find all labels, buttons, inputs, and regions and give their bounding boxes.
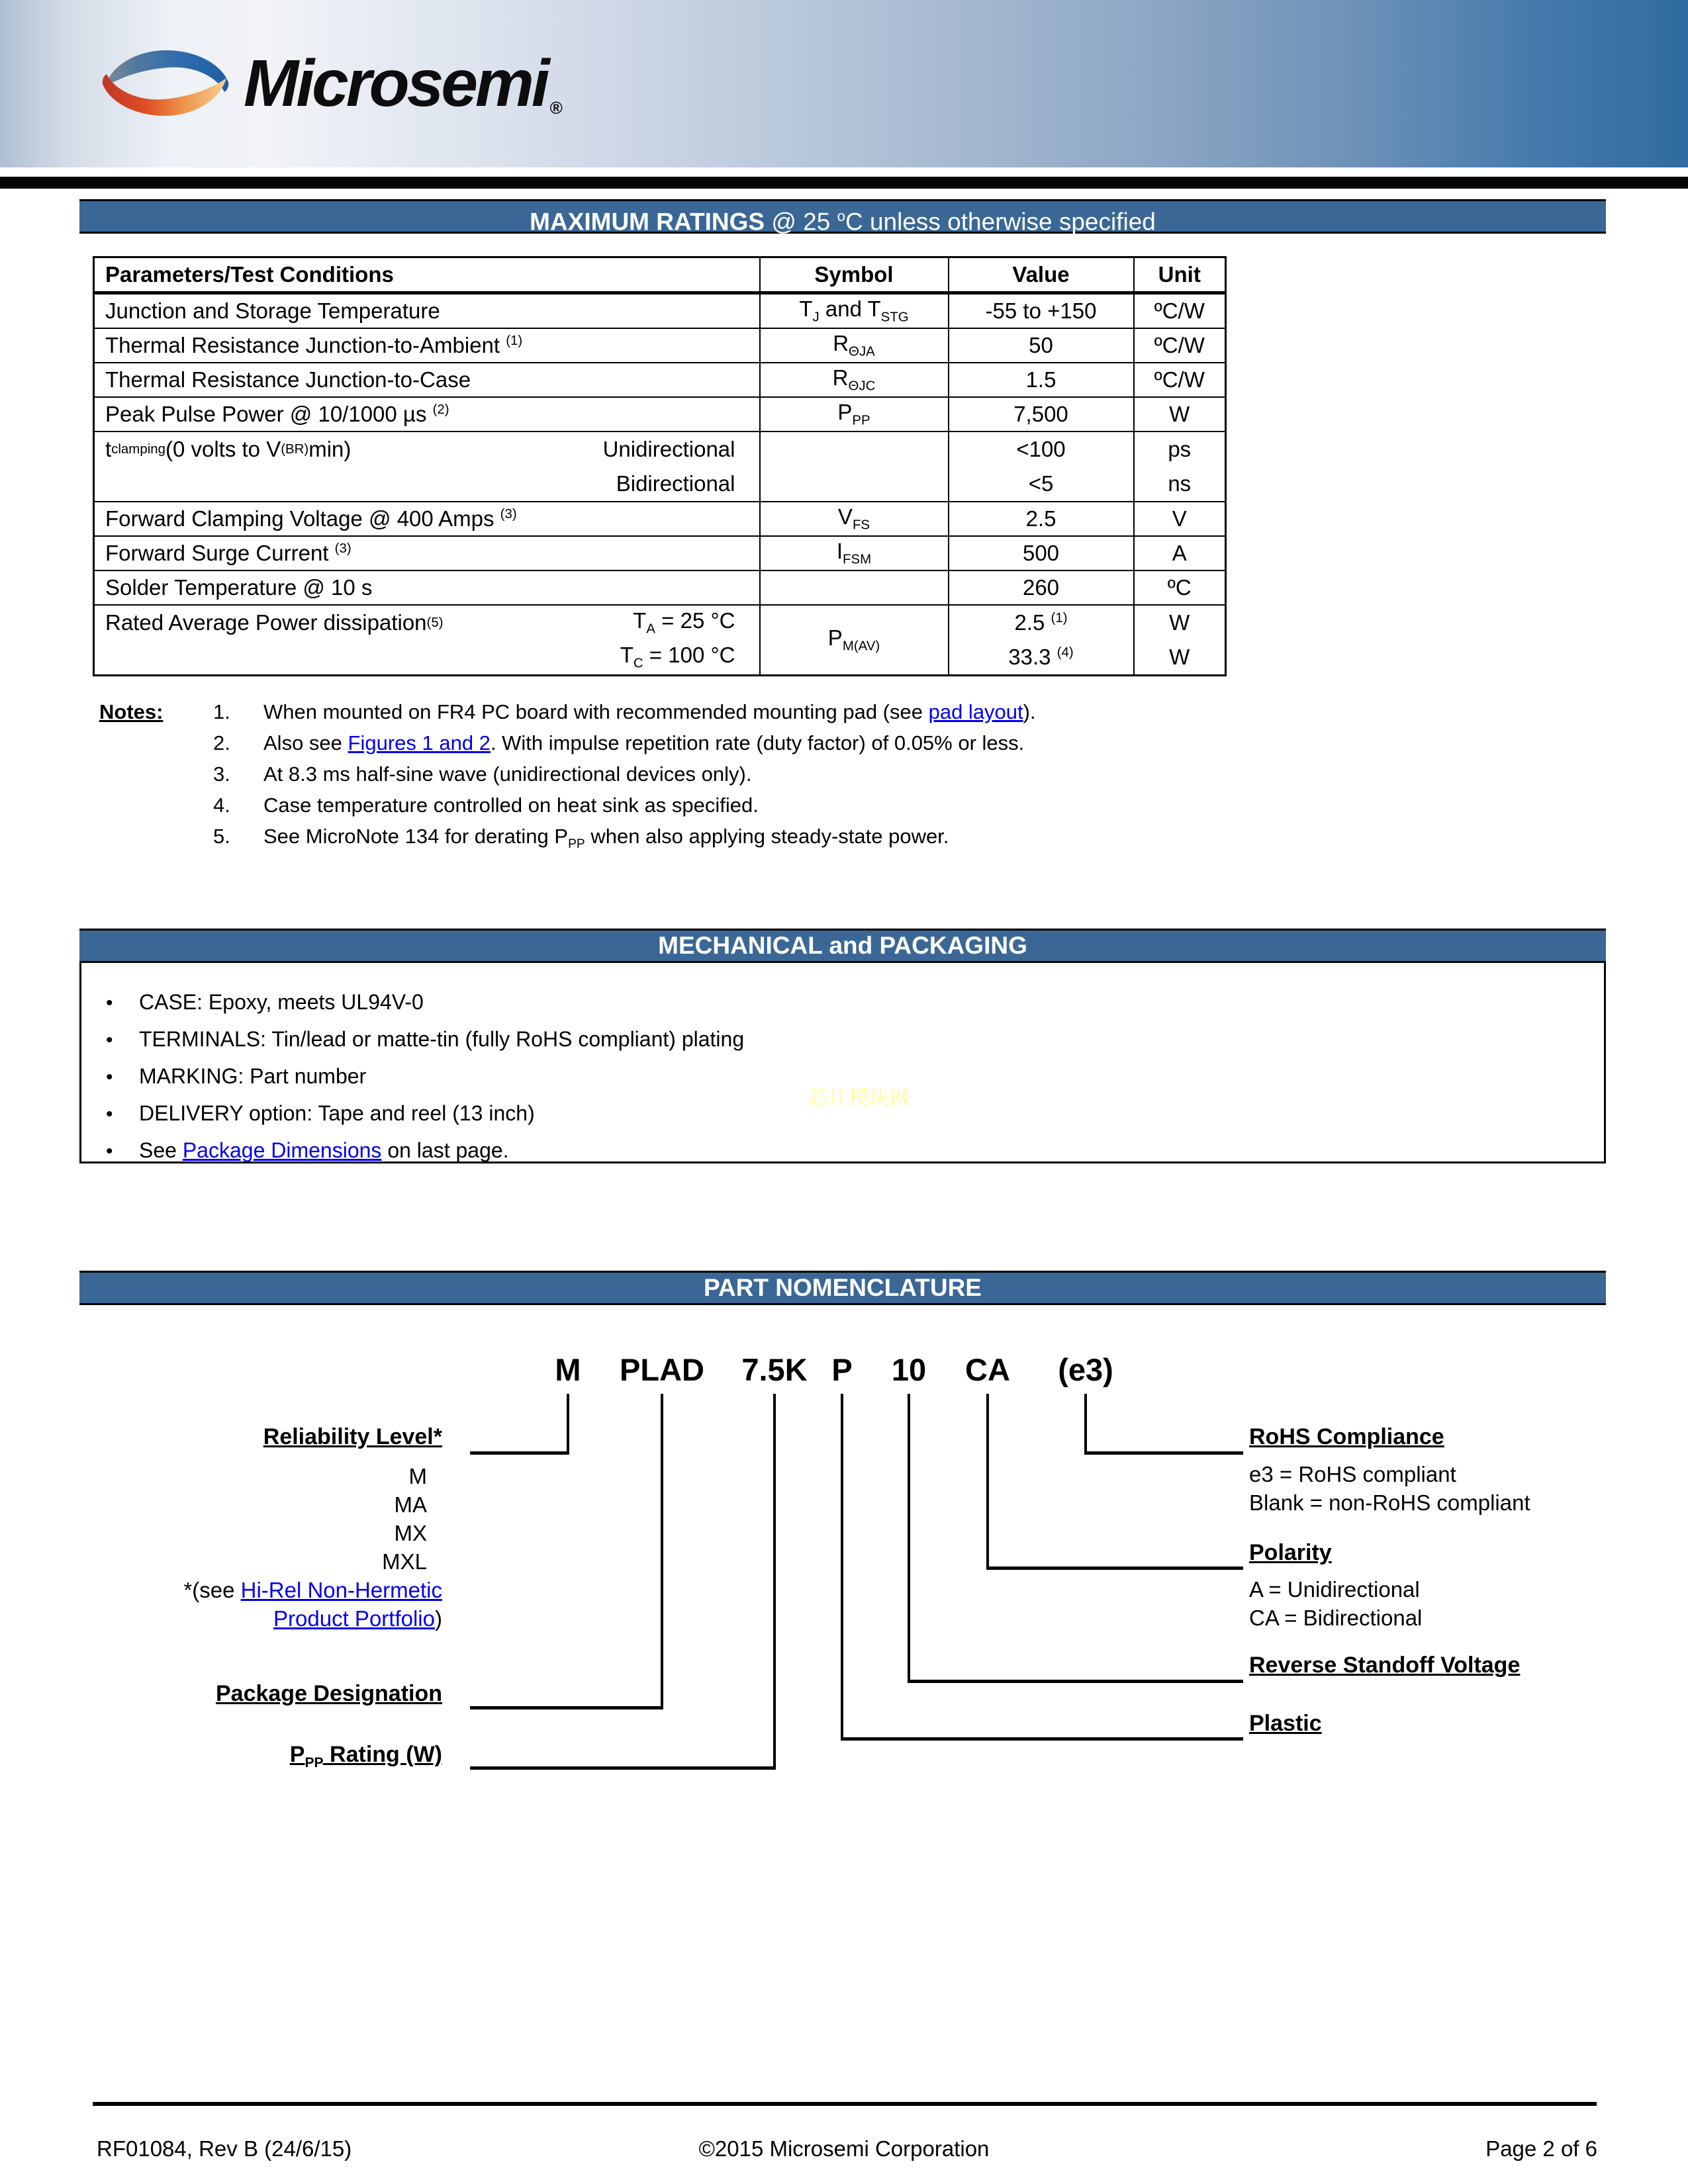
- value-text: 2.5: [1014, 610, 1045, 635]
- connector-line: [661, 1394, 663, 1709]
- note-number: 1.: [213, 700, 230, 723]
- connector-line: [470, 1706, 663, 1709]
- watermark-text: 芯片模块网: [808, 1087, 910, 1111]
- footer-page-number: Page 2 of 6: [1485, 2136, 1597, 2161]
- param-text: Thermal Resistance Junction-to-Case: [105, 367, 471, 392]
- polarity-option: A = Unidirectional: [1249, 1577, 1420, 1602]
- mechanical-item-text: TERMINALS: Tin/lead or matte-tin (fully RoHS compliant) plating: [139, 1027, 745, 1051]
- value-cell: 50: [949, 328, 1134, 363]
- symbol-text: P: [827, 625, 843, 651]
- maximum-ratings-banner-mid: @ 25: [765, 208, 837, 236]
- symbol-text: R: [832, 365, 849, 390]
- symbol-text: T: [799, 296, 813, 322]
- param-cell: [94, 502, 760, 536]
- symbol-text: P: [837, 400, 853, 425]
- unit-text: W: [1169, 610, 1190, 635]
- symbol-sub: FSM: [843, 551, 872, 567]
- table-row: [94, 432, 1226, 502]
- note-item-4: [213, 794, 1471, 817]
- condition-label: Unidirectional: [602, 437, 735, 461]
- header-divider-bar: [0, 177, 1688, 189]
- mechanical-item-text: on last page.: [381, 1138, 509, 1162]
- connector-line: [470, 1451, 569, 1455]
- table-row: [94, 605, 1226, 676]
- unit-cell: ºC/W: [1134, 293, 1226, 329]
- symbol-cell: [760, 432, 949, 502]
- maximum-ratings-banner: [79, 199, 1606, 234]
- symbol-text: I: [836, 539, 843, 564]
- maximum-ratings-banner-tail: C unless otherwise specified: [845, 208, 1156, 236]
- connector-line: [470, 1766, 776, 1770]
- footer-copyright: ©2015 Microsemi Corporation: [698, 2136, 990, 2161]
- connector-line: [1084, 1394, 1087, 1455]
- condition-label: T: [633, 608, 647, 633]
- table-row: [94, 328, 1226, 363]
- param-text: Rated Average Power dissipation: [105, 610, 427, 635]
- part-segment-polarity: CA: [965, 1352, 1010, 1387]
- table-row: [94, 397, 1226, 432]
- note-number: 5.: [213, 825, 230, 848]
- symbol-sub: M(AV): [842, 638, 880, 654]
- unit-cell: ºC: [1134, 570, 1226, 605]
- value-cell: 7,500: [949, 397, 1134, 432]
- bullet-icon: •: [106, 1103, 113, 1125]
- param-cell: [94, 293, 760, 329]
- maximum-ratings-banner-bold: MAXIMUM RATINGS: [530, 208, 765, 236]
- param-cell: [94, 363, 760, 397]
- bullet-icon: •: [106, 1066, 113, 1088]
- value-text: <5: [1028, 471, 1054, 496]
- part-segment-reliability: M: [555, 1352, 581, 1387]
- nomenclature-banner-text: PART NOMENCLATURE: [704, 1274, 982, 1301]
- connector-line: [1084, 1451, 1243, 1455]
- unit-cell: A: [1134, 536, 1226, 570]
- unit-cell: V: [1134, 502, 1226, 536]
- hi-rel-note-pre: *(see: [183, 1578, 241, 1602]
- symbol-text: R: [833, 331, 849, 356]
- condition-label: T: [620, 643, 633, 668]
- connector-line: [908, 1394, 910, 1683]
- unit-text: W: [1169, 645, 1190, 669]
- part-segment-plastic: P: [831, 1352, 853, 1387]
- note-text: Also see: [263, 731, 348, 754]
- table-row: [94, 502, 1226, 536]
- reliability-level-label: Reliability Level*: [263, 1424, 442, 1449]
- figures-1-and-2-link[interactable]: Figures 1 and 2: [348, 731, 491, 754]
- param-cell: [94, 432, 760, 502]
- symbol-sub: FS: [852, 517, 870, 533]
- connector-line: [986, 1394, 989, 1570]
- table-row: [94, 536, 1226, 570]
- param-cell: [94, 328, 760, 363]
- part-segment-package: PLAD: [620, 1352, 704, 1387]
- value-cell: -55 to +150: [949, 293, 1134, 329]
- symbol-cell: [760, 397, 949, 432]
- microsemi-logo: [99, 44, 563, 123]
- bullet-icon: •: [106, 1029, 113, 1051]
- polarity-label: Polarity: [1249, 1540, 1332, 1565]
- param-cell: [94, 570, 760, 605]
- mechanical-banner-text: MECHANICAL and PACKAGING: [658, 932, 1027, 959]
- symbol-text: V: [837, 504, 853, 529]
- mechanical-item-marking: [106, 1058, 744, 1095]
- symbol-cell: [760, 605, 949, 676]
- note-text: ).: [1023, 700, 1036, 723]
- param-sub: (BR): [281, 441, 309, 457]
- rohs-compliance-label: RoHS Compliance: [1249, 1424, 1444, 1449]
- param-text: (0 volts to V: [165, 437, 281, 461]
- note-number: 4.: [213, 794, 230, 817]
- note-item-2: [213, 731, 1471, 755]
- mechanical-item-text: CASE: Epoxy, meets UL94V-0: [139, 990, 424, 1014]
- symbol-sub: ΘJC: [848, 378, 876, 394]
- param-text: t: [105, 437, 112, 461]
- note-text: when also applying steady-state power.: [585, 825, 949, 848]
- note-text: At 8.3 ms half-sine wave (unidirectional devices only).: [263, 762, 752, 786]
- note-ref: (2): [432, 402, 449, 417]
- footer-rule: [93, 2102, 1597, 2106]
- unit-text: ps: [1168, 437, 1192, 461]
- reverse-standoff-voltage-label: Reverse Standoff Voltage: [1249, 1653, 1521, 1678]
- ppp-rating-p: P: [289, 1742, 305, 1767]
- note-number: 3.: [213, 762, 230, 786]
- reliability-option: M: [408, 1464, 427, 1488]
- param-text: Peak Pulse Power @ 10/1000 µs: [105, 402, 433, 426]
- param-cell: [94, 605, 760, 676]
- note-number: 2.: [213, 731, 230, 754]
- mechanical-banner: [79, 929, 1606, 963]
- reliability-option: MA: [394, 1492, 427, 1517]
- registered-trademark-icon: ®: [549, 98, 563, 118]
- notes-heading: Notes:: [99, 700, 164, 723]
- col-header-parameters: Parameters/Test Conditions: [94, 257, 760, 293]
- note-ref: (1): [1051, 610, 1068, 625]
- param-text: Junction and Storage Temperature: [105, 298, 440, 323]
- unit-cell: ºC/W: [1134, 328, 1226, 363]
- value-cell: 1.5: [949, 363, 1134, 397]
- hi-rel-note-line-1: [183, 1578, 442, 1603]
- unit-cell: [1134, 605, 1226, 676]
- table-row: [94, 570, 1226, 605]
- hi-rel-portfolio-link[interactable]: Hi-Rel Non-Hermetic: [240, 1578, 442, 1602]
- unit-text: ns: [1168, 471, 1192, 496]
- value-cell: 260: [949, 570, 1134, 605]
- nomenclature-banner: [79, 1271, 1606, 1305]
- note-item-1: [213, 700, 1471, 724]
- part-segment-voltage: 10: [891, 1352, 927, 1387]
- polarity-option: CA = Bidirectional: [1249, 1606, 1423, 1630]
- note-ref: (1): [506, 333, 523, 348]
- connector-line: [773, 1394, 776, 1770]
- connector-line: [567, 1394, 569, 1455]
- reliability-option: MX: [394, 1521, 427, 1545]
- footer-doc-number: RF01084, Rev B (24/6/15): [97, 2136, 352, 2161]
- note-item-3: [213, 762, 1471, 786]
- connector-line: [986, 1567, 1243, 1570]
- param-sub: clamping: [111, 441, 165, 457]
- mechanical-item-text: DELIVERY option: Tape and reel (13 inch): [139, 1101, 535, 1125]
- reliability-option: MXL: [382, 1549, 427, 1574]
- bullet-icon: •: [106, 1140, 113, 1162]
- table-row: [94, 293, 1226, 329]
- symbol-cell: [760, 570, 949, 605]
- microsemi-logo-icon: [99, 44, 232, 123]
- symbol-cell: [760, 293, 949, 329]
- maximum-ratings-table: [93, 256, 1227, 676]
- unit-cell: [1134, 432, 1226, 502]
- param-text: Forward Surge Current: [105, 541, 335, 565]
- unit-cell: W: [1134, 397, 1226, 432]
- condition-label: = 25 °C: [655, 608, 735, 633]
- value-cell: 500: [949, 536, 1134, 570]
- mechanical-item-dimensions: [106, 1132, 744, 1169]
- package-designation-label: Package Designation: [215, 1681, 442, 1706]
- value-cell: [949, 432, 1134, 502]
- note-item-5: [213, 825, 1471, 852]
- value-cell: [949, 605, 1134, 676]
- package-dimensions-link[interactable]: Package Dimensions: [182, 1138, 382, 1162]
- note-ref: (5): [426, 615, 444, 630]
- param-cell: [94, 397, 760, 432]
- ppp-rating-tail: Rating (W): [323, 1742, 442, 1767]
- col-header-unit: Unit: [1134, 257, 1226, 293]
- note-text: See MicroNote 134 for derating P: [263, 825, 569, 848]
- mechanical-item-terminals: [106, 1021, 744, 1058]
- hi-rel-portfolio-link[interactable]: Product Portfolio: [273, 1606, 435, 1631]
- degree-superscript: o: [837, 208, 845, 224]
- note-ref: (3): [334, 541, 352, 556]
- value-text: <100: [1016, 437, 1066, 461]
- mechanical-item-text: See: [139, 1138, 183, 1162]
- symbol-sub: J: [812, 309, 820, 325]
- unit-cell: ºC/W: [1134, 363, 1226, 397]
- pad-layout-link[interactable]: pad layout: [928, 700, 1023, 723]
- note-text: . With impulse repetition rate (duty factor) of 0.05% or less.: [490, 731, 1025, 754]
- param-text: min): [308, 437, 352, 461]
- connector-line: [841, 1394, 843, 1741]
- microsemi-logo-wordmark: Microsemi: [244, 46, 547, 120]
- symbol-cell: [760, 363, 949, 397]
- note-ref: (3): [500, 506, 517, 522]
- note-text: When mounted on FR4 PC board with recommended mounting pad (see: [263, 700, 929, 723]
- connector-line: [841, 1737, 1243, 1741]
- rohs-option: Blank = non-RoHS compliant: [1249, 1490, 1530, 1515]
- value-cell: 2.5: [949, 502, 1134, 536]
- mechanical-item-text: MARKING: Part number: [139, 1064, 367, 1088]
- hi-rel-note-post: ): [435, 1606, 442, 1631]
- symbol-sub: STG: [880, 309, 909, 325]
- condition-label: Bidirectional: [616, 471, 735, 496]
- symbol-cell: [760, 536, 949, 570]
- symbol-cell: [760, 502, 949, 536]
- table-header-row: [94, 257, 1226, 293]
- condition-sub: A: [646, 621, 655, 637]
- symbol-text: and T: [819, 296, 881, 322]
- rohs-option: e3 = RoHS compliant: [1249, 1462, 1456, 1486]
- symbol-cell: [760, 328, 949, 363]
- condition-label: = 100 °C: [643, 643, 735, 668]
- col-header-symbol: Symbol: [760, 257, 949, 293]
- condition-sub: C: [633, 655, 643, 671]
- symbol-sub: ΘJA: [849, 343, 875, 359]
- ppp-rating-label: [290, 1742, 442, 1771]
- param-text: Solder Temperature @ 10 s: [105, 575, 373, 600]
- ppp-rating-sub: PP: [305, 1754, 324, 1770]
- table-row: [94, 363, 1226, 397]
- note-ref: (4): [1056, 645, 1074, 660]
- part-segment-rating: 7.5K: [741, 1352, 808, 1387]
- bullet-icon: •: [106, 992, 113, 1014]
- col-header-value: Value: [949, 257, 1134, 293]
- value-text: 33.3: [1008, 645, 1051, 669]
- plastic-label: Plastic: [1249, 1711, 1322, 1736]
- connector-line: [908, 1680, 1243, 1683]
- hi-rel-note-line-2: [273, 1606, 442, 1631]
- param-text: Thermal Resistance Junction-to-Ambient: [105, 333, 506, 357]
- note-text: Case temperature controlled on heat sink as specified.: [263, 794, 759, 817]
- mechanical-item-delivery: [106, 1095, 744, 1132]
- symbol-sub: PP: [852, 412, 870, 428]
- mechanical-item-case: [106, 983, 744, 1021]
- part-segment-rohs: (e3): [1058, 1352, 1113, 1387]
- param-cell: [94, 536, 760, 570]
- note-sub: PP: [568, 837, 585, 852]
- param-text: Forward Clamping Voltage @ 400 Amps: [105, 506, 500, 531]
- mechanical-bullet-list: [106, 983, 744, 1169]
